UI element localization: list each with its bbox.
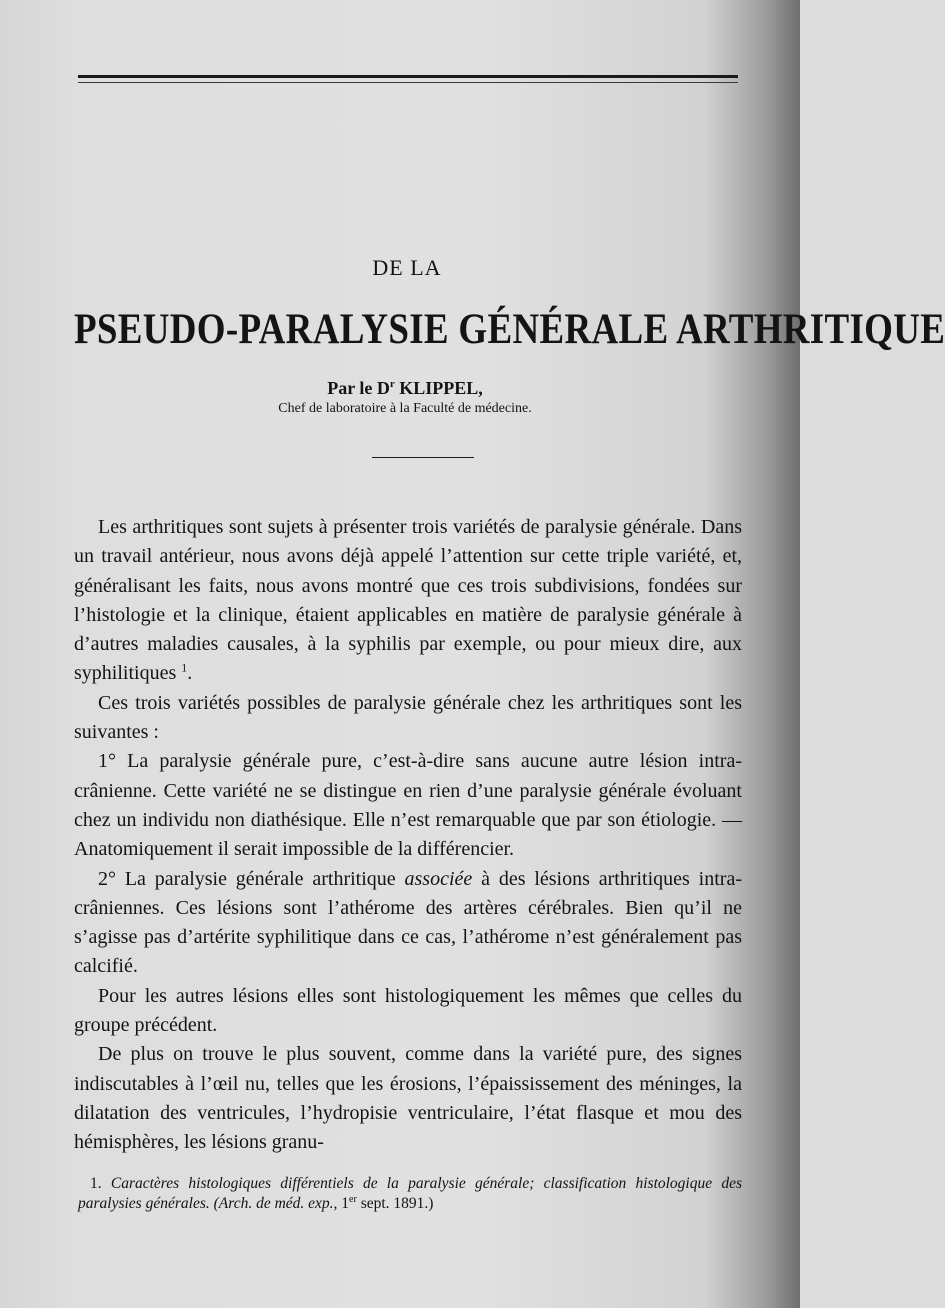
footnote-citation: Caractères histologiques différentiels de la paralysie générale; classification histologique des paralysies générales. (Arch. de méd. exp., — [78, 1175, 743, 1212]
paragraph-1-text: Les arthritiques sont sujets à présenter trois variétés de paralysie générale. Dans un travail antérieur, nous avons déjà appelé l’attention sur cette triple variété, et, généralisant les faits, nous avons montré que ces trois subdivisions, fondées sur l’histologie et la clinique, étaient applicables en matière de paralysie générale à d’autres maladies causales, à la syphilis par exemple, ou pour mieux dire, aux syphilitiques — [74, 516, 742, 685]
paragraph-3: 1° La paralysie générale pure, c’est-à-dire sans aucune autre lésion intra-crânienne. Cette variété ne se distingue en rien d’une paralysie générale évoluant chez un individu non diathésique. Elle n’est remarquable que par son étiologie. — Anatomiquement il serait impossible de la différencier. — [74, 750, 742, 861]
footnote-1 — [78, 1174, 742, 1214]
footnote-number: 1. — [90, 1175, 102, 1192]
footnote-date-sup: er — [349, 1193, 357, 1205]
paragraph-1-end: . — [187, 662, 193, 685]
footnote — [78, 1174, 742, 1214]
paragraph-4-start: 2° La paralysie générale arthritique — [98, 867, 405, 890]
section-divider — [372, 457, 474, 458]
paragraph-1 — [74, 513, 742, 689]
pre-title: DE LA — [372, 255, 442, 280]
byline-title-sup: r — [389, 378, 395, 390]
paragraph-5: Pour les autres lésions elles sont histologiquement les mêmes que celles du groupe précédent. — [74, 984, 742, 1037]
paragraph-4-end: à des lésions arthritiques intra-crâniennes. Ces lésions sont l’athérome des artères cérébrales. Bien qu’il ne s’agisse pas d’artérite syphilitique dans ce cas, l’athérome n’est généralement pas calcifié. — [74, 867, 742, 978]
header-rule-thin — [78, 82, 738, 83]
footnote-date-pre: 1 — [337, 1195, 350, 1212]
paragraph-4 — [74, 865, 742, 982]
author-name: KLIPPEL, — [394, 378, 483, 398]
paragraph-6: De plus on trouve le plus souvent, comme dans la variété pure, des signes indiscutables à l’œil nu, telles que les érosions, l’épaississement des méninges, la dilatation des ventricules, l’hydropisie ventriculaire, l’état flasque et mou des hémisphères, les lésions granu- — [74, 1043, 742, 1154]
author-affiliation: Chef de laboratoire à la Faculté de médecine. — [278, 401, 532, 416]
article-title: PSEUDO-PARALYSIE GÉNÉRALE ARTHRITIQUE — [74, 305, 945, 354]
header-rule — [78, 75, 738, 78]
paragraph-4-emphasis: associée — [404, 867, 473, 890]
footnote-date-post: sept. 1891.) — [356, 1195, 434, 1212]
article-body — [74, 513, 742, 1158]
author-byline — [0, 378, 810, 399]
paragraph-2: Ces trois variétés possibles de paralysie générale chez les arthritiques sont les suivantes : — [74, 691, 742, 744]
footnote-ref[interactable]: 1 — [181, 660, 188, 675]
byline-prefix: Par le D — [327, 378, 390, 398]
